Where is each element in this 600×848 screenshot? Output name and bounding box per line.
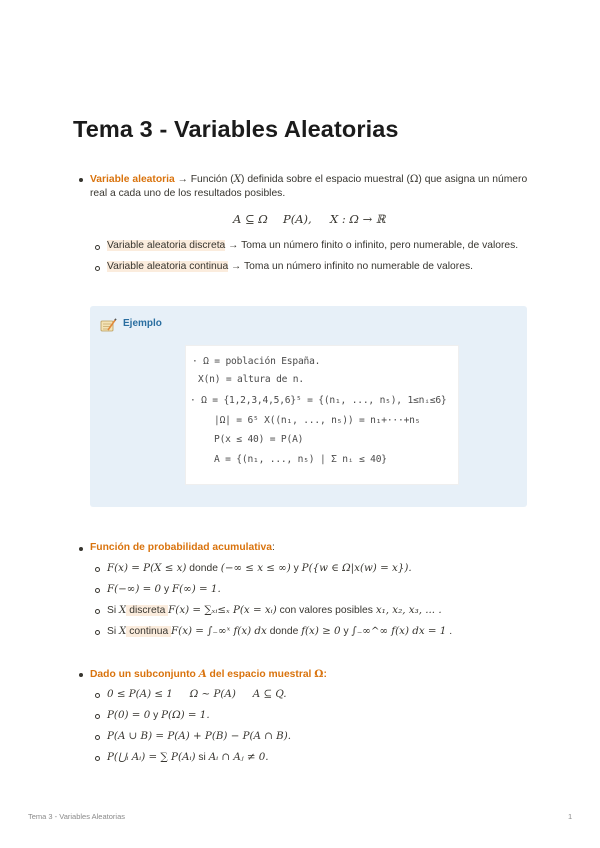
sub-bullet [95,756,100,761]
math: P(Ω) = 1. [161,709,210,721]
math: P({w ∈ Ω|x(w) = x}). [301,562,412,574]
text: si [195,752,209,763]
math: Ω [314,668,324,680]
arrow: → [177,174,188,185]
text: ) que asigna un número [418,174,528,185]
sub-bullet [95,609,100,614]
text: ) definida sobre el espacio muestral ( [241,174,410,185]
cdf-item-4 [107,624,452,639]
math: (−∞ ≤ x ≤ ∞) [220,562,291,574]
text: Función ( [187,174,234,185]
bullet [79,178,83,182]
sub-bullet [95,588,100,593]
math: Ω ∼ P(A) [189,688,236,700]
page-title: Tema 3 - Variables Aleatorias [73,116,399,142]
text: y [340,626,352,637]
text: Si [107,605,120,616]
note-line: · Ω = {1,2,3,4,5,6}⁵ = {(n₁, ..., n₅), 1≤nᵢ≤6} [190,395,447,406]
note-line: A = {(n₁, ..., n₅) | Σ nᵢ ≤ 40} [214,454,387,465]
formula-b: P(A), [283,212,312,226]
cdf-item-3 [107,603,442,618]
math: F(∞) = 1. [171,583,221,595]
math: x₁, x₂, x₃, ... . [375,604,442,616]
text: y [290,563,302,574]
math: X [119,604,127,616]
formula-c: X : Ω → ℝ [330,212,386,226]
subset-item-1 [107,687,287,702]
math: Aᵢ ∩ Aⱼ ≠ 0. [208,751,269,763]
notepad-icon [100,318,117,333]
text: del espacio muestral [206,669,315,680]
math: P(⋃ᵢ Aᵢ) = ∑ P(Aᵢ) [107,751,196,763]
note-line: X(n) = altura de n. [198,374,304,385]
note-line: |Ω| = 6⁵ X((n₁, ..., n₅)) = n₁+···+n₅ [214,415,421,426]
math: P(A ∪ B) = P(A) + P(B) − P(A ∩ B). [107,730,292,742]
callout-title: Ejemplo [123,318,162,329]
sub-bullet [95,735,100,740]
cdf-heading-text: Función de probabilidad acumulativa [90,542,272,553]
term-continua: continua [126,626,172,637]
math: ∫₋∞^∞ f(x) dx = 1 [351,625,447,637]
text: y [150,710,162,721]
math: X [119,625,127,637]
bullet [79,673,83,677]
subset-heading [90,667,327,682]
sub-bullet [95,266,100,271]
subset-item-3 [107,729,291,744]
sub-bullet [95,693,100,698]
sub-bullet [95,630,100,635]
text: Si [107,626,120,637]
text: donde [186,563,221,574]
definition-line-2: real a cada uno de los resultados posibles. [90,188,286,199]
text: . [446,626,453,637]
cdf-heading [90,541,275,555]
sub-item-discreta [107,239,518,253]
math: 0 ≤ P(A) ≤ 1 [107,688,173,700]
text: → Toma un número finito o infinito, pero numerable, de valores. [225,240,519,251]
text: y [161,584,172,595]
math-X: X [233,173,242,185]
text: → Toma un número infinito no numerable de valores. [228,261,473,272]
page-number: 1 [568,812,573,821]
term-continua: Variable aleatoria continua [107,261,229,272]
cdf-item-2 [107,582,221,597]
math: F(x) = ∑ₓᵢ≤ₓ P(x = xᵢ) [168,604,277,616]
math: F(−∞) = 0 [107,583,162,595]
bullet [79,547,83,551]
text: : [271,542,275,553]
text: : [323,669,327,680]
math: P(0) = 0 [107,709,151,721]
math: F(x) = P(X ≤ x) [107,562,187,574]
definition-line-1 [90,172,527,187]
subset-item-2 [107,708,210,723]
cdf-item-1 [107,561,412,576]
formula-a: A ⊆ Ω [233,212,268,226]
note-line: · Ω = población España. [192,356,321,367]
text: Dado un subconjunto [90,669,199,680]
term-discreta: discreta [126,605,169,616]
term-variable-aleatoria: Variable aleatoria [90,174,175,185]
term-discreta: Variable aleatoria discreta [107,240,226,251]
math: F(x) = ∫₋∞ˣ f(x) dx [171,625,267,637]
sub-item-continua [107,260,473,274]
math-omega: Ω [409,173,419,185]
footer-title: Tema 3 - Variables Aleatorias [28,812,125,821]
math: A ⊆ Q. [252,688,287,700]
text: donde [266,626,302,637]
sub-bullet [95,714,100,719]
sub-bullet [95,567,100,572]
note-line: P(x ≤ 40) = P(A) [214,434,304,445]
math: f(x) ≥ 0 [301,625,341,637]
text: con valores posibles [276,605,376,616]
math: A [198,668,207,680]
sub-bullet [95,245,100,250]
subset-item-4 [107,750,269,765]
